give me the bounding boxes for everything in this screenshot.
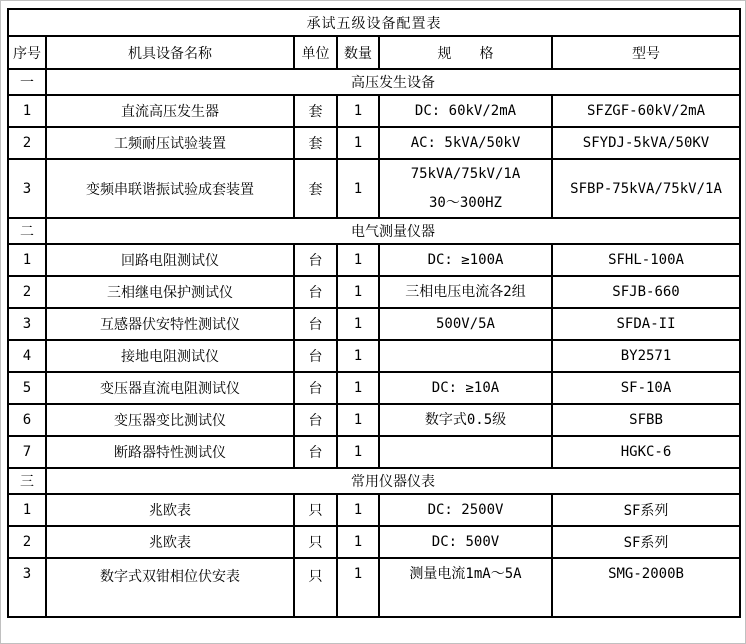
cell-specification xyxy=(379,95,552,127)
equipment-row xyxy=(8,558,740,617)
cell-serial-number: 1 xyxy=(8,494,46,526)
equipment-row xyxy=(8,372,740,404)
column-header-1: 机具设备名称 xyxy=(46,36,294,69)
cell-specification xyxy=(379,526,552,558)
equipment-row xyxy=(8,494,740,526)
cell-specification xyxy=(379,276,552,308)
cell-specification xyxy=(379,159,552,218)
section-name: 常用仪器仪表 xyxy=(46,468,740,494)
cell-unit: 台 xyxy=(294,436,337,468)
cell-specification xyxy=(379,404,552,436)
spec-line: DC: ≥10A xyxy=(431,380,500,397)
cell-model: SFYDJ-5kVA/50KV xyxy=(552,127,740,159)
cell-serial-number: 1 xyxy=(8,244,46,276)
cell-quantity: 1 xyxy=(337,494,379,526)
cell-model: SFZGF-60kV/2mA xyxy=(552,95,740,127)
cell-unit: 只 xyxy=(294,526,337,558)
cell-unit: 台 xyxy=(294,372,337,404)
cell-quantity: 1 xyxy=(337,436,379,468)
spec-line: 数字式0.5级 xyxy=(424,412,507,429)
cell-specification xyxy=(379,372,552,404)
cell-equipment-name: 变压器直流电阻测试仪 xyxy=(46,372,294,404)
table-title: 承试五级设备配置表 xyxy=(8,9,740,36)
equipment-row xyxy=(8,244,740,276)
cell-model: SFBP-75kVA/75kV/1A xyxy=(552,159,740,218)
cell-unit: 只 xyxy=(294,494,337,526)
equipment-row xyxy=(8,95,740,127)
cell-equipment-name: 三相继电保护测试仪 xyxy=(46,276,294,308)
cell-specification xyxy=(379,127,552,159)
cell-model: SF系列 xyxy=(552,494,740,526)
cell-serial-number: 3 xyxy=(8,558,46,617)
cell-equipment-name: 兆欧表 xyxy=(46,526,294,558)
spec-line: DC: ≥100A xyxy=(427,252,504,269)
cell-quantity: 1 xyxy=(337,276,379,308)
equipment-row xyxy=(8,308,740,340)
table-body xyxy=(8,69,740,617)
cell-equipment-name: 直流高压发生器 xyxy=(46,95,294,127)
spec-line: DC: 60kV/2mA xyxy=(414,102,517,119)
spec-line: DC: 2500V xyxy=(427,502,504,519)
column-header-0: 序号 xyxy=(8,36,46,69)
cell-equipment-name: 互感器伏安特性测试仪 xyxy=(46,308,294,340)
cell-specification xyxy=(379,494,552,526)
cell-unit: 台 xyxy=(294,308,337,340)
cell-specification xyxy=(379,244,552,276)
cell-model: SF系列 xyxy=(552,526,740,558)
section-row xyxy=(8,468,740,494)
cell-equipment-name: 兆欧表 xyxy=(46,494,294,526)
spec-line: DC: 500V xyxy=(431,534,500,551)
spec-line: 30～300HZ xyxy=(428,194,502,211)
cell-model: SFDA-II xyxy=(552,308,740,340)
cell-unit: 套 xyxy=(294,95,337,127)
equipment-row xyxy=(8,159,740,218)
cell-quantity: 1 xyxy=(337,127,379,159)
section-name: 电气测量仪器 xyxy=(46,218,740,244)
section-index: 三 xyxy=(8,468,46,494)
section-row xyxy=(8,218,740,244)
cell-serial-number: 7 xyxy=(8,436,46,468)
column-header-2: 单位 xyxy=(294,36,337,69)
cell-equipment-name: 断路器特性测试仪 xyxy=(46,436,294,468)
cell-equipment-name: 回路电阻测试仪 xyxy=(46,244,294,276)
spec-line: 500V/5A xyxy=(435,316,495,333)
cell-serial-number: 3 xyxy=(8,308,46,340)
cell-model: BY2571 xyxy=(552,340,740,372)
cell-quantity: 1 xyxy=(337,308,379,340)
cell-equipment-name: 工频耐压试验装置 xyxy=(46,127,294,159)
spec-line: 三相电压电流各2组 xyxy=(405,284,526,301)
cell-equipment-name: 变压器变比测试仪 xyxy=(46,404,294,436)
cell-model: SF-10A xyxy=(552,372,740,404)
cell-serial-number: 2 xyxy=(8,526,46,558)
cell-model: SMG-2000B xyxy=(552,558,740,617)
spec-line: 75kVA/75kV/1A xyxy=(410,166,521,182)
cell-specification xyxy=(379,340,552,372)
cell-unit: 台 xyxy=(294,244,337,276)
cell-serial-number: 5 xyxy=(8,372,46,404)
equipment-row xyxy=(8,526,740,558)
equipment-row xyxy=(8,436,740,468)
cell-quantity: 1 xyxy=(337,558,379,617)
cell-unit: 套 xyxy=(294,159,337,218)
cell-unit: 台 xyxy=(294,340,337,372)
cell-unit: 只 xyxy=(294,558,337,617)
cell-serial-number: 2 xyxy=(8,127,46,159)
cell-serial-number: 1 xyxy=(8,95,46,127)
section-index: 二 xyxy=(8,218,46,244)
column-header-3: 数量 xyxy=(337,36,379,69)
column-header-5: 型号 xyxy=(552,36,740,69)
cell-equipment-name: 变频串联谐振试验成套装置 xyxy=(46,159,294,218)
cell-unit: 台 xyxy=(294,404,337,436)
cell-serial-number: 6 xyxy=(8,404,46,436)
cell-equipment-name: 数字式双钳相位伏安表 xyxy=(46,558,294,617)
cell-specification xyxy=(379,558,552,617)
cell-model: SFHL-100A xyxy=(552,244,740,276)
title-row xyxy=(8,9,740,36)
cell-model: SFBB xyxy=(552,404,740,436)
section-index: 一 xyxy=(8,69,46,95)
cell-quantity: 1 xyxy=(337,526,379,558)
cell-unit: 套 xyxy=(294,127,337,159)
section-name: 高压发生设备 xyxy=(46,69,740,95)
cell-quantity: 1 xyxy=(337,404,379,436)
column-header-4: 规 格 xyxy=(379,36,552,69)
equipment-row xyxy=(8,276,740,308)
cell-quantity: 1 xyxy=(337,340,379,372)
cell-serial-number: 4 xyxy=(8,340,46,372)
cell-quantity: 1 xyxy=(337,159,379,218)
equipment-config-table xyxy=(7,8,741,618)
header-row xyxy=(8,36,740,69)
cell-quantity: 1 xyxy=(337,95,379,127)
equipment-row xyxy=(8,404,740,436)
equipment-row xyxy=(8,340,740,372)
cell-unit: 台 xyxy=(294,276,337,308)
cell-quantity: 1 xyxy=(337,372,379,404)
spec-line: AC: 5kVA/50kV xyxy=(410,134,521,151)
equipment-row xyxy=(8,127,740,159)
cell-equipment-name: 接地电阻测试仪 xyxy=(46,340,294,372)
cell-specification xyxy=(379,436,552,468)
cell-specification xyxy=(379,308,552,340)
cell-model: SFJB-660 xyxy=(552,276,740,308)
spec-line: 测量电流1mA～5A xyxy=(409,566,522,583)
cell-model: HGKC-6 xyxy=(552,436,740,468)
cell-serial-number: 3 xyxy=(8,159,46,218)
section-row xyxy=(8,69,740,95)
cell-quantity: 1 xyxy=(337,244,379,276)
cell-serial-number: 2 xyxy=(8,276,46,308)
